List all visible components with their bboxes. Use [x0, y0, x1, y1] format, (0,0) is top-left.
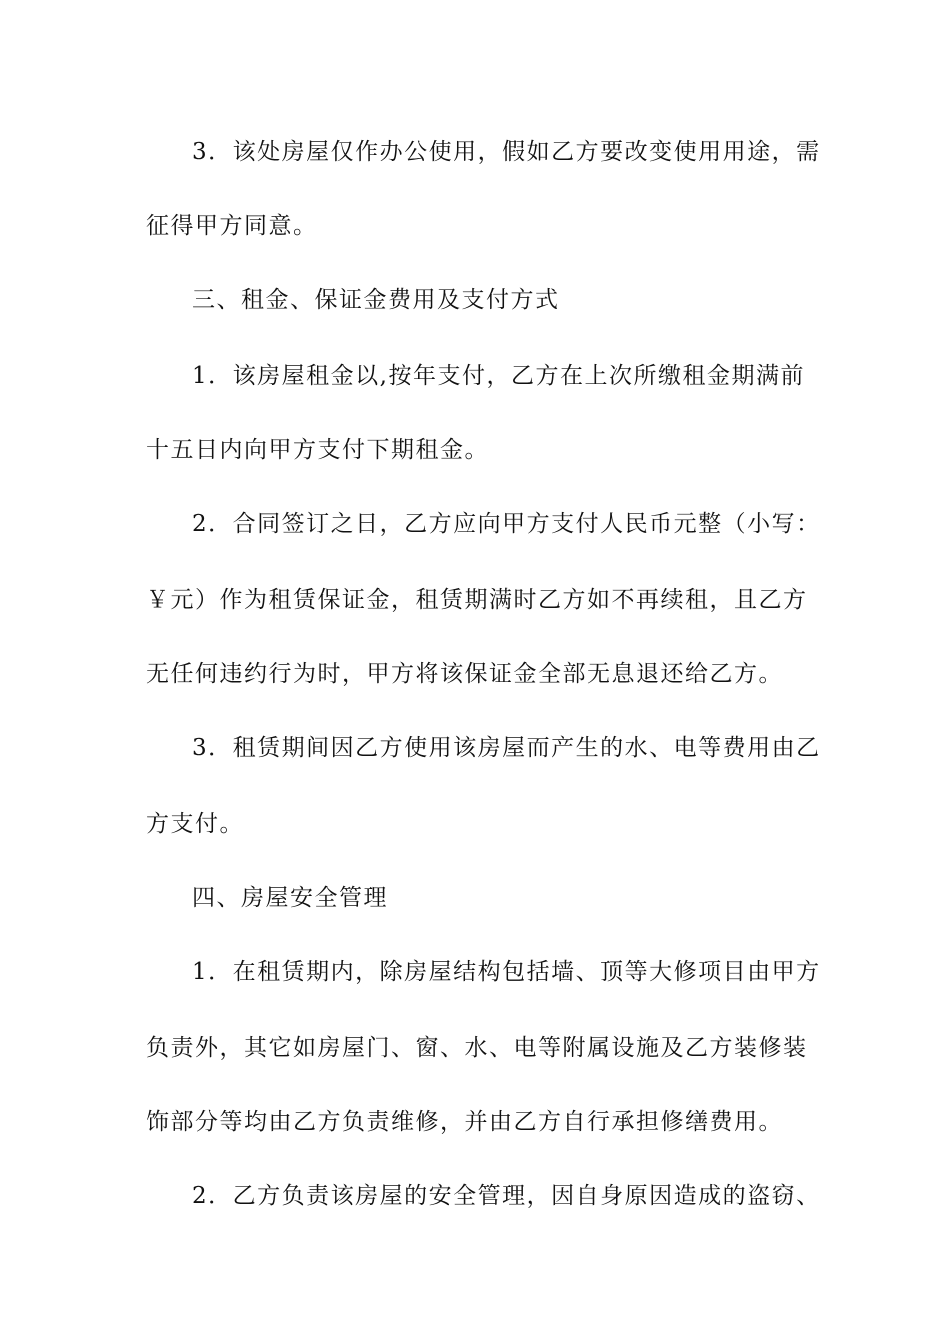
- safety-clause-1-line-1: 1．在租赁期内，除房屋结构包括墙、顶等大修项目由甲方: [192, 959, 821, 985]
- rent-clause-2-line-3: 无任何违约行为时，甲方将该保证金全部无息退还给乙方。: [146, 661, 783, 687]
- rent-clause-1-line-2: 十五日内向甲方支付下期租金。: [146, 437, 489, 463]
- rent-clause-3-line-1: 3．租赁期间因乙方使用该房屋而产生的水、电等费用由乙: [192, 735, 821, 761]
- clause-3-line-2: 征得甲方同意。: [146, 213, 318, 239]
- rent-clause-3-line-2: 方支付。: [146, 811, 244, 837]
- safety-clause-2-line-1: 2．乙方负责该房屋的安全管理，因自身原因造成的盗窃、: [192, 1183, 821, 1209]
- section-4-heading: 四、房屋安全管理: [192, 885, 388, 911]
- safety-clause-1-line-2: 负责外，其它如房屋门、窗、水、电等附属设施及乙方装修装: [146, 1035, 808, 1061]
- rent-clause-2-line-1: 2．合同签订之日，乙方应向甲方支付人民币元整（小写：: [192, 511, 821, 537]
- rent-clause-2-line-2: ￥元）作为租赁保证金，租赁期满时乙方如不再续租，且乙方: [146, 587, 808, 613]
- clause-3-line-1: 3．该处房屋仅作办公使用，假如乙方要改变使用用途，需: [192, 139, 821, 165]
- rent-clause-1-line-1: 1．该房屋租金以,按年支付，乙方在上次所缴租金期满前: [192, 363, 805, 389]
- section-3-heading: 三、租金、保证金费用及支付方式: [192, 287, 560, 313]
- safety-clause-1-line-3: 饰部分等均由乙方负责维修，并由乙方自行承担修缮费用。: [146, 1109, 783, 1135]
